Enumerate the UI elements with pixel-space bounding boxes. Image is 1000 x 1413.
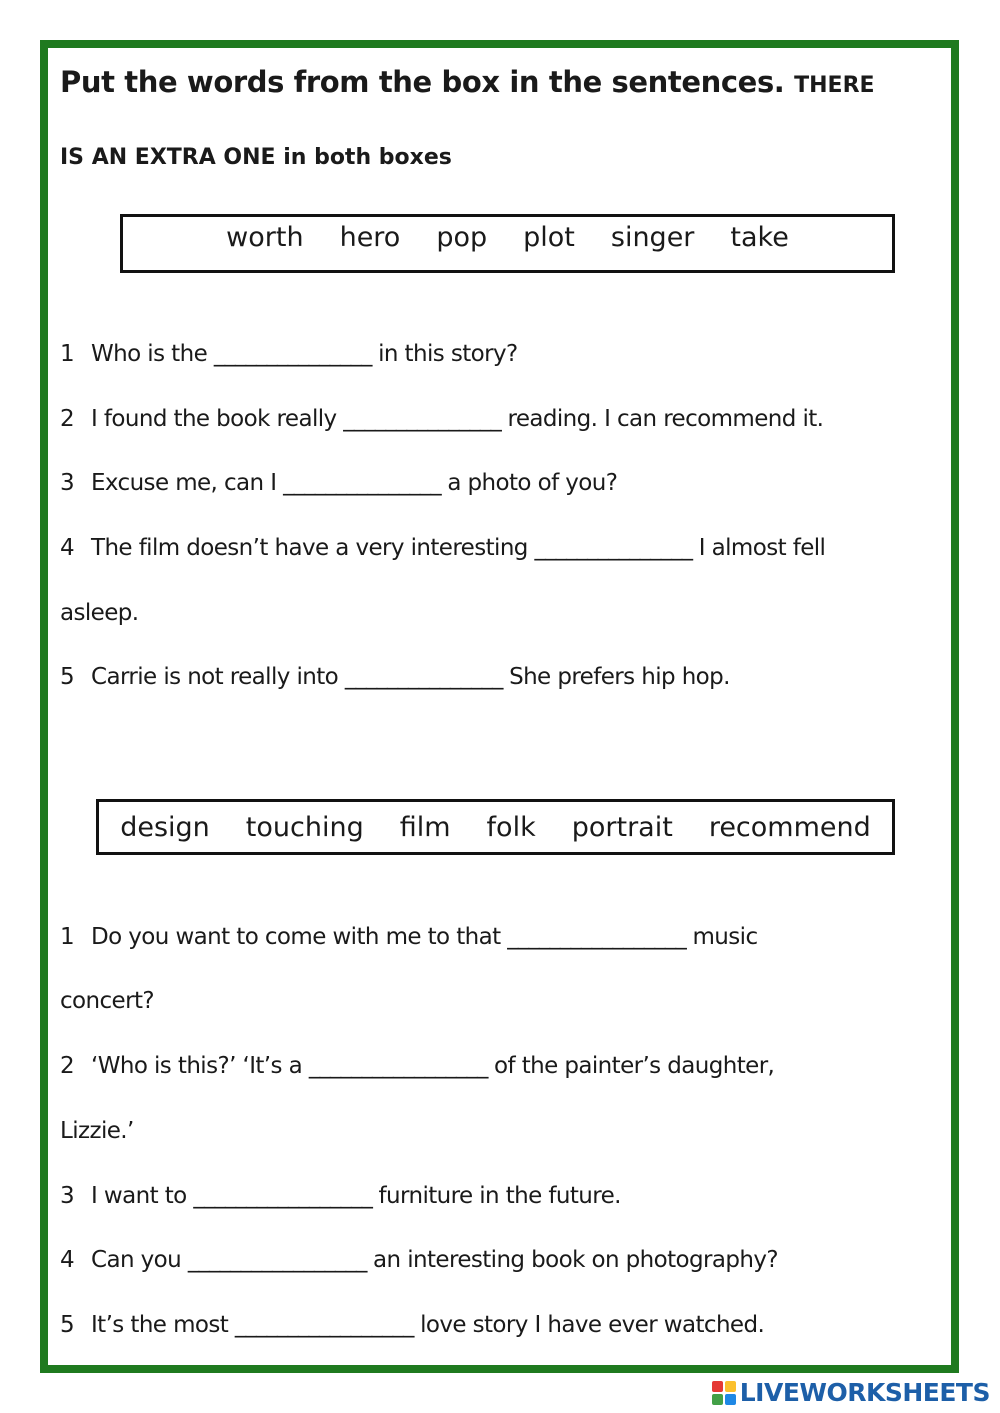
word-box-1-word: worth xyxy=(226,222,304,253)
logo-square-green xyxy=(712,1394,723,1405)
sentence-1-2: 2 I found the book really _______________ reading. I can recommend it. xyxy=(60,406,824,432)
answer-blank[interactable]: _________________ xyxy=(193,1183,372,1209)
logo-square-blue xyxy=(725,1394,736,1405)
instructions-line1-main: Put the words from the box in the sentences. xyxy=(60,65,785,99)
liveworksheets-logo-icon xyxy=(712,1381,736,1405)
answer-blank[interactable]: _______________ xyxy=(344,664,503,690)
sentence-1-5: 5 Carrie is not really into _______________ She prefers hip hop. xyxy=(60,664,730,690)
sentence-2-3: 3 I want to _________________ furniture in the future. xyxy=(60,1183,621,1209)
instructions-line1-upper: THERE xyxy=(794,73,875,98)
answer-blank[interactable]: _______________ xyxy=(213,341,372,367)
answer-blank[interactable]: _________________ xyxy=(507,924,686,950)
logo-square-yellow xyxy=(725,1381,736,1392)
sentence-1-4: 4 The film doesn’t have a very interesting _______________ I almost fell xyxy=(60,535,826,561)
word-box-1-word: hero xyxy=(339,222,401,253)
answer-blank[interactable]: _______________ xyxy=(283,470,441,496)
answer-blank[interactable]: _________________ xyxy=(308,1053,488,1079)
sentence-1-1: 1 Who is the _______________ in this story? xyxy=(60,341,518,367)
word-box-2-word: touching xyxy=(245,811,364,843)
sentence-1-4-continuation: asleep. xyxy=(60,600,139,626)
instructions-title xyxy=(60,62,875,106)
word-box-2-word: portrait xyxy=(571,811,673,843)
answer-blank[interactable]: _________________ xyxy=(187,1247,367,1273)
word-box-2-word: folk xyxy=(486,811,536,843)
word-box-2-word: film xyxy=(399,811,451,843)
word-box-2-word: design xyxy=(120,811,210,843)
sentence-2-4: 4 Can you _________________ an interesting book on photography? xyxy=(60,1247,778,1273)
answer-blank[interactable]: _________________ xyxy=(234,1312,414,1338)
sentence-2-2-continuation: Lizzie.’ xyxy=(60,1118,134,1144)
sentence-1-3: 3 Excuse me, can I _______________ a photo of you? xyxy=(60,470,618,496)
word-box-1 xyxy=(120,214,895,273)
sentence-2-5: 5 It’s the most _________________ love story I have ever watched. xyxy=(60,1312,765,1338)
sentence-2-1: 1 Do you want to come with me to that _________________ music xyxy=(60,924,758,950)
logo-square-red xyxy=(712,1381,723,1392)
sentence-2-1-continuation: concert? xyxy=(60,988,154,1014)
word-box-1-word: singer xyxy=(610,222,695,253)
answer-blank[interactable]: _______________ xyxy=(343,406,501,432)
word-box-1-word: take xyxy=(730,222,789,253)
sentence-2-2: 2 ‘Who is this?’ ‘It’s a _________________ of the painter’s daughter, xyxy=(60,1053,775,1079)
word-box-2 xyxy=(96,799,895,855)
instructions-line2: IS AN EXTRA ONE in both boxes xyxy=(60,145,452,170)
word-box-1-word: plot xyxy=(523,222,575,253)
liveworksheets-logo[interactable] xyxy=(712,1378,990,1407)
logo-text: LIVEWORKSHEETS xyxy=(739,1378,990,1407)
word-box-1-word: pop xyxy=(436,222,488,253)
word-box-2-word: recommend xyxy=(708,811,871,843)
answer-blank[interactable]: _______________ xyxy=(534,535,693,561)
